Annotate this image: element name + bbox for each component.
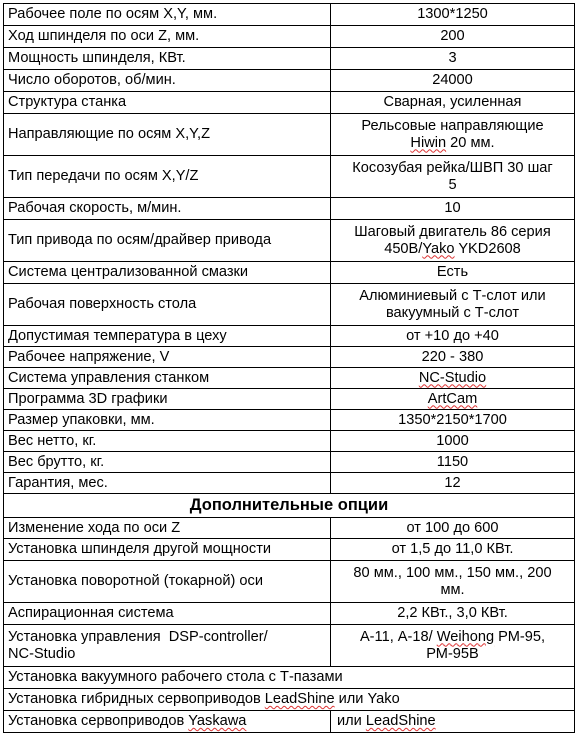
table-row [4,561,575,603]
option-key: Аспирационная система [4,603,331,625]
value-text: РМ-95, [494,628,546,645]
spec-key: Рабочее напряжение, V [4,347,331,368]
spec-value [331,368,575,389]
key-line: NC-Studio [8,645,76,662]
table-row [4,431,575,452]
spec-key: Гарантия, мес. [4,473,331,494]
table-row [4,389,575,410]
spec-value: 24000 [331,70,575,92]
table-row [4,625,575,667]
spec-value [331,220,575,262]
spec-key: Число оборотов, об/мин. [4,70,331,92]
option-key [4,711,331,733]
option-text: Установка гибридных сервоприводов [8,691,265,707]
spec-key: Направляющие по осям X,Y,Z [4,114,331,156]
spec-key: Размер упаковки, мм. [4,410,331,431]
table-row [4,667,575,689]
table-row [4,4,575,26]
table-row [4,326,575,347]
value-line: Шаговый двигатель 86 серия [354,223,551,240]
table-row [4,711,575,733]
spec-value [331,114,575,156]
value-text: А-11, А-18/ [359,628,437,645]
brand-word: LeadShine [264,691,335,707]
option-text: или [334,691,368,707]
table-row [4,603,575,625]
option-key: Установка поворотной (токарной) оси [4,561,331,603]
table-row [4,368,575,389]
spec-value: 1150 [331,452,575,473]
table-row [4,220,575,262]
spec-value [331,389,575,410]
value-line: Рельсовые направляющие [361,117,544,134]
value-line: 5 [448,176,457,193]
option-text: Установка сервоприводов [8,713,189,729]
value-line: мм. [440,581,465,598]
option-text: Yako [367,691,400,707]
spec-key: Мощность шпинделя, КВт. [4,48,331,70]
brand-word: Weihong [436,628,495,645]
spec-value [331,284,575,326]
table-row [4,114,575,156]
option-value [331,561,575,603]
table-row [4,198,575,220]
table-row [4,518,575,539]
table-row [4,48,575,70]
option-value: от 1,5 до 11,0 КВт. [331,539,575,561]
table-row [4,689,575,711]
spec-value: Сварная, усиленная [331,92,575,114]
spec-key: Система управления станком [4,368,331,389]
option-value: 2,2 КВт., 3,0 КВт. [331,603,575,625]
option-value [331,711,575,733]
brand-word: Yako [422,240,455,257]
spec-sheet [3,3,575,733]
option-value [331,625,575,667]
spec-key: Рабочая скорость, м/мин. [4,198,331,220]
spec-value [331,156,575,198]
table-row [4,452,575,473]
table-row [4,539,575,561]
table-row [4,284,575,326]
spec-value: 200 [331,26,575,48]
table-row [4,410,575,431]
brand-word: Hiwin [410,134,447,151]
table-row [4,347,575,368]
spec-value: 220 - 380 [331,347,575,368]
spec-value: 1350*2150*1700 [331,410,575,431]
value-line: Алюминиевый с Т-слот или [359,287,546,304]
spec-table [3,3,575,733]
brand-word: ArtCam [427,390,478,407]
spec-key: Ход шпинделя по оси Z, мм. [4,26,331,48]
option-key: Изменение хода по оси Z [4,518,331,539]
table-row [4,70,575,92]
brand-word: LeadShine [365,713,436,729]
table-row [4,92,575,114]
brand-word: NC-Studio [418,369,487,386]
option-value: от 100 до 600 [331,518,575,539]
spec-key: Система централизованной смазки [4,262,331,284]
value-line: 80 мм., 100 мм., 150 мм., 200 [353,564,552,581]
spec-key: Рабочая поверхность стола [4,284,331,326]
spec-key: Вес нетто, кг. [4,431,331,452]
option-text: или [337,713,366,729]
table-row [4,26,575,48]
value-text: 450В/ [384,240,423,257]
options-header: Дополнительные опции [4,494,575,518]
value-line: вакуумный с Т-слот [385,304,520,321]
option-key: Установка шпинделя другой мощности [4,539,331,561]
spec-value: 1300*1250 [331,4,575,26]
option-full [4,689,575,711]
value-text: 20 мм. [446,134,495,151]
spec-key: Программа 3D графики [4,389,331,410]
spec-value: Есть [331,262,575,284]
table-row [4,262,575,284]
table-row [4,156,575,198]
spec-key: Тип привода по осям/драйвер привода [4,220,331,262]
spec-value: 10 [331,198,575,220]
spec-key: Тип передачи по осям X,Y/Z [4,156,331,198]
spec-key: Допустимая температура в цеху [4,326,331,347]
spec-value: от +10 до +40 [331,326,575,347]
value-line: Косозубая рейка/ШВП 30 шаг [352,159,553,176]
option-full: Установка вакуумного рабочего стола с Т-пазами [4,667,575,689]
spec-key: Вес брутто, кг. [4,452,331,473]
value-line: РМ-95В [426,645,479,662]
table-row [4,473,575,494]
brand-word: Yaskawa [188,713,247,729]
spec-value: 12 [331,473,575,494]
spec-key: Структура станка [4,92,331,114]
key-line: Установка управления DSP-controller/ [8,628,268,645]
spec-value: 3 [331,48,575,70]
option-key [4,625,331,667]
spec-value: 1000 [331,431,575,452]
section-header-row [4,494,575,518]
spec-key: Рабочее поле по осям X,Y, мм. [4,4,331,26]
value-text: YKD2608 [454,240,521,257]
